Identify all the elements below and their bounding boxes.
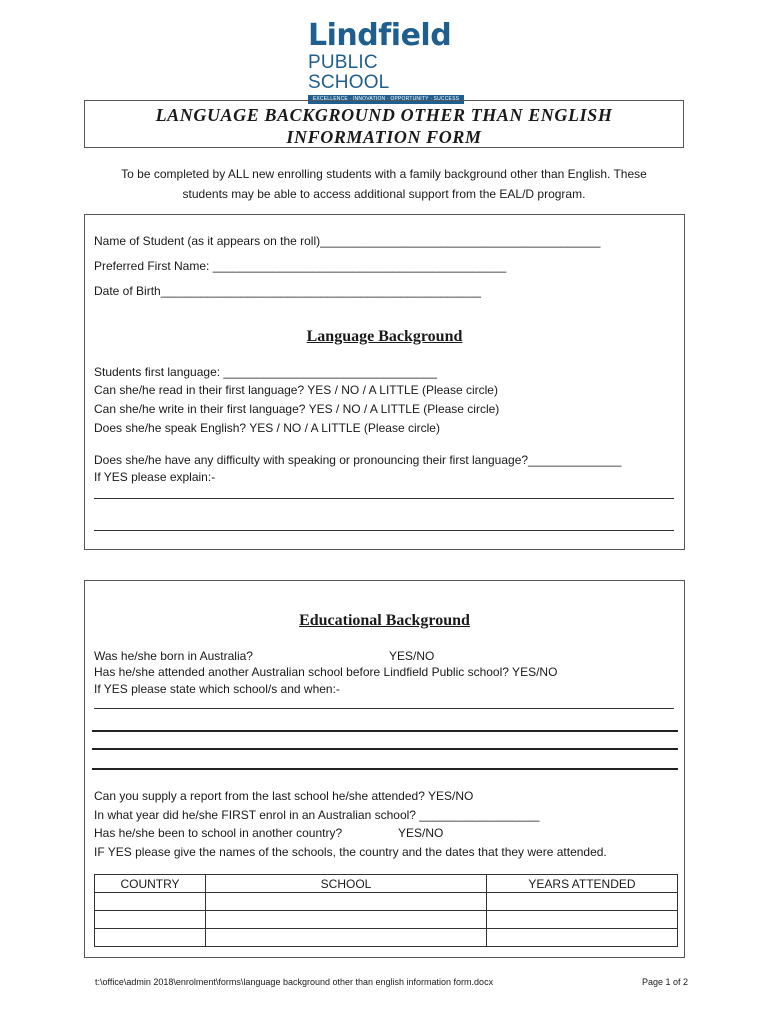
- table-cell[interactable]: [95, 893, 206, 911]
- report-question: Can you supply a report from the last school he/she attended? YES/NO: [94, 789, 474, 803]
- preferred-name-field[interactable]: Preferred First Name: ____________________________________________: [94, 259, 507, 273]
- logo-name: Lindfield: [308, 18, 452, 53]
- other-country-answer[interactable]: YES/NO: [398, 826, 444, 840]
- table-row: [95, 929, 678, 947]
- school-logo: [308, 20, 464, 104]
- form-title-line1: LANGUAGE BACKGROUND OTHER THAN ENGLISH: [155, 105, 613, 125]
- language-section: [84, 214, 685, 550]
- table-row: [95, 911, 678, 929]
- schools-line-1[interactable]: [94, 708, 674, 709]
- first-language-field[interactable]: Students first language: ________________________________: [94, 365, 437, 379]
- header-country: COUNTRY: [95, 875, 206, 893]
- table-cell[interactable]: [95, 929, 206, 947]
- table-cell[interactable]: [487, 929, 678, 947]
- intro-line1: To be completed by ALL new enrolling students with a family background other than English. These: [121, 167, 647, 181]
- table-cell[interactable]: [95, 911, 206, 929]
- table-cell[interactable]: [487, 911, 678, 929]
- table-cell[interactable]: [206, 929, 487, 947]
- table-cell[interactable]: [487, 893, 678, 911]
- table-header-row: [95, 875, 678, 893]
- born-answer[interactable]: YES/NO: [389, 649, 435, 663]
- header-school: SCHOOL: [206, 875, 487, 893]
- footer-page-number: Page 1 of 2: [641, 977, 688, 987]
- form-title-box: [84, 100, 684, 148]
- first-enrol-field[interactable]: In what year did he/she FIRST enrol in an Australian school? __________________: [94, 808, 540, 822]
- schools-table: [94, 874, 678, 947]
- table-cell[interactable]: [206, 893, 487, 911]
- write-question: Can she/he write in their first language? YES / NO / A LITTLE (Please circle): [94, 402, 500, 416]
- other-country-question: Has he/she been to school in another country?: [94, 826, 343, 840]
- intro-line2: students may be able to access additional support from the EAL/D program.: [182, 187, 586, 201]
- read-question: Can she/he read in their first language? YES / NO / A LITTLE (Please circle): [94, 383, 498, 397]
- education-section: [84, 580, 685, 958]
- student-name-field[interactable]: Name of Student (as it appears on the roll)__________________________________________: [94, 234, 601, 248]
- logo-subtitle: PUBLIC SCHOOL: [308, 52, 390, 93]
- schools-line-4[interactable]: [92, 768, 678, 770]
- header-years-attended: YEARS ATTENDED: [487, 875, 678, 893]
- difficulty-question[interactable]: Does she/he have any difficulty with speaking or pronouncing their first language?______________: [94, 453, 622, 467]
- schools-names-instruction: IF YES please give the names of the schools, the country and the dates that they were attended.: [94, 845, 607, 859]
- table-cell[interactable]: [206, 911, 487, 929]
- intro-text: [84, 164, 684, 204]
- table-row: [95, 893, 678, 911]
- explain-line-1[interactable]: [94, 498, 674, 499]
- education-heading: Educational Background: [299, 612, 470, 629]
- state-schools-label: If YES please state which school/s and when:-: [94, 682, 340, 696]
- explain-line-2[interactable]: [94, 530, 674, 531]
- explain-label: If YES please explain:-: [94, 470, 216, 484]
- language-heading: Language Background: [306, 328, 463, 345]
- born-question: Was he/she born in Australia?: [94, 649, 253, 663]
- form-title-line2: INFORMATION FORM: [286, 127, 482, 147]
- logo-tagline: EXCELLENCE · INNOVATION · OPPORTUNITY · SUCCESS: [308, 95, 464, 104]
- speak-question: Does she/he speak English? YES / NO / A LITTLE (Please circle): [94, 421, 440, 435]
- attended-question: Has he/she attended another Australian school before Lindfield Public school? YES/NO: [94, 665, 558, 679]
- dob-field[interactable]: Date of Birth________________________________________________: [94, 284, 482, 298]
- schools-line-3[interactable]: [92, 748, 678, 750]
- footer-file-path: t:\office\admin 2018\enrolment\forms\language background other than english information form.docx: [95, 977, 494, 987]
- schools-line-2[interactable]: [92, 730, 678, 732]
